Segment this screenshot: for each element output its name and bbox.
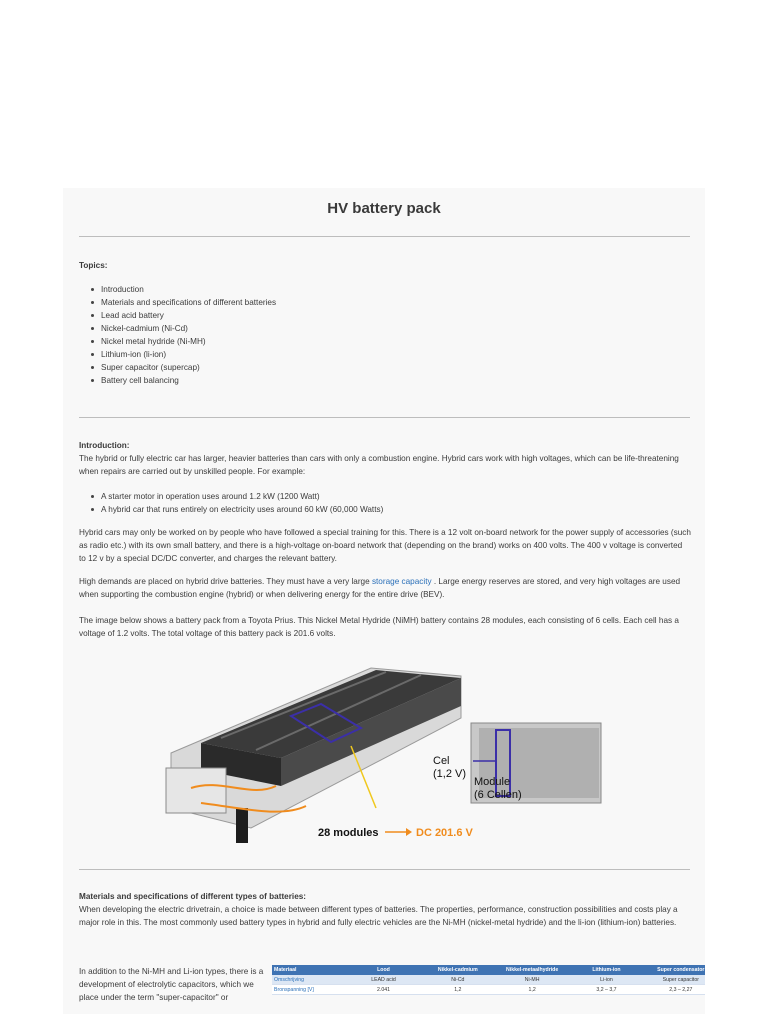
arrow-head-icon — [406, 828, 412, 836]
topic-link[interactable]: Introduction — [91, 283, 691, 296]
module-label: Module — [474, 776, 511, 788]
paragraph-text: . Large energy reserves are stored, and very high voltages are used when supporting the combustion engine (hybrid) or when delivering energy for the entire drive (BEV). — [79, 577, 681, 599]
divider — [79, 417, 690, 418]
training-paragraph: Hybrid cars may only be worked on by people who have followed a special training for this. There is a 12 volt on-board network for the power supply of accessories (such as radio etc.) with its own small battery, and there is a high-voltage on-board network that (depending on the brand) works on 400 volts. The 400 v voltage is converted to 12 v by a special DC/DC converter, and charges the relevant battery. — [79, 528, 691, 563]
supercap-paragraph: In addition to the Ni-MH and Li-ion types, there is a development of electrolytic capacitors, which we place under the term "super-capacitor" or — [79, 967, 264, 1002]
list-item: A starter motor in operation uses around 1.2 kW (1200 Watt) — [91, 490, 691, 503]
table-row — [272, 975, 705, 985]
table-header-row — [272, 965, 705, 975]
dc-voltage-label: DC 201.6 V — [416, 827, 473, 839]
topics-list — [91, 283, 691, 387]
topic-link[interactable]: Lithium-ion (li-ion) — [91, 348, 691, 361]
table-header: Super condensator — [644, 965, 705, 975]
table-header: Materiaal — [272, 965, 346, 975]
topic-link[interactable]: Lead acid battery — [91, 309, 691, 322]
battery-materials-table — [272, 965, 705, 995]
table-cell: LEAD acid — [346, 975, 420, 985]
module-value: (6 Cellen) — [474, 789, 522, 801]
topic-link[interactable]: Nickel metal hydride (Ni-MH) — [91, 335, 691, 348]
table-cell: 2,3 – 2,27 — [644, 985, 705, 995]
table-cell: Ni-MH — [495, 975, 569, 985]
paragraph-text: High demands are placed on hybrid drive batteries. They must have a very large — [79, 577, 372, 586]
connector — [236, 808, 248, 843]
topic-link[interactable]: Battery cell balancing — [91, 374, 691, 387]
table-row — [272, 985, 705, 995]
table-cell: Super capacitor — [644, 975, 705, 985]
table-cell: Ni-Cd — [421, 975, 495, 985]
table-cell: Bronspanning [V] — [272, 985, 346, 995]
materials-heading: Materials and specifications of different types of batteries: — [79, 892, 307, 901]
table-cell: 1,2 — [421, 985, 495, 995]
table-cell: 3,2 – 3,7 — [569, 985, 643, 995]
topic-link[interactable]: Nickel-cadmium (Ni-Cd) — [91, 322, 691, 335]
demands-paragraph — [79, 575, 691, 601]
cel-label: Cel — [433, 755, 450, 767]
introduction-paragraph: The hybrid or fully electric car has larger, heavier batteries than cars with only a combustion engine. Hybrid cars work with high voltages, which can be life-threatening when repairs are carried out by unskilled people. For example: — [79, 454, 679, 476]
list-item: A hybrid car that runs entirely on electricity uses around 60 kW (60,000 Watts) — [91, 503, 691, 516]
table-header: Lood — [346, 965, 420, 975]
page-title: HV battery pack — [327, 200, 441, 217]
topic-link[interactable]: Super capacitor (supercap) — [91, 361, 691, 374]
page-bottom-fade — [63, 1014, 705, 1024]
divider — [79, 869, 690, 870]
table-header: Nikkel-metaalhydride — [495, 965, 569, 975]
junction-box — [166, 768, 226, 813]
storage-capacity-link[interactable]: storage capacity — [371, 577, 432, 586]
article-page — [63, 188, 705, 1024]
cel-value: (1,2 V) — [433, 768, 467, 780]
materials-paragraph: When developing the electric drivetrain, a choice is made between different types of batteries. The properties, performance, construction possibilities and costs play a major role in this. The most commonly used battery types in hybrid and fully electric vehicles are the Ni-MH (nickel-metal hydride) and the li-ion (lithium-ion) batteries. — [79, 905, 678, 927]
table-header: Nikkel-cadmium — [421, 965, 495, 975]
introduction-bullets — [91, 490, 691, 516]
modules-count-label: 28 modules — [318, 827, 379, 839]
table-header: Lithium-ion — [569, 965, 643, 975]
table-cell: Omschrijving — [272, 975, 346, 985]
table-cell: 1,2 — [495, 985, 569, 995]
topics-heading: Topics: — [79, 261, 108, 270]
divider — [79, 236, 690, 237]
introduction-heading: Introduction: — [79, 441, 130, 450]
prius-paragraph: The image below shows a battery pack from a Toyota Prius. This Nickel Metal Hydride (NiMH) battery contains 28 modules, each consisting of 6 cells. Each cell has a voltage of 1.2 volts. The total voltage of this battery pack is 201.6 volts. — [79, 616, 679, 638]
topic-link[interactable]: Materials and specifications of different batteries — [91, 296, 691, 309]
table-cell: Li-ion — [569, 975, 643, 985]
table-cell: 2.041 — [346, 985, 420, 995]
battery-pack-figure — [161, 658, 611, 853]
